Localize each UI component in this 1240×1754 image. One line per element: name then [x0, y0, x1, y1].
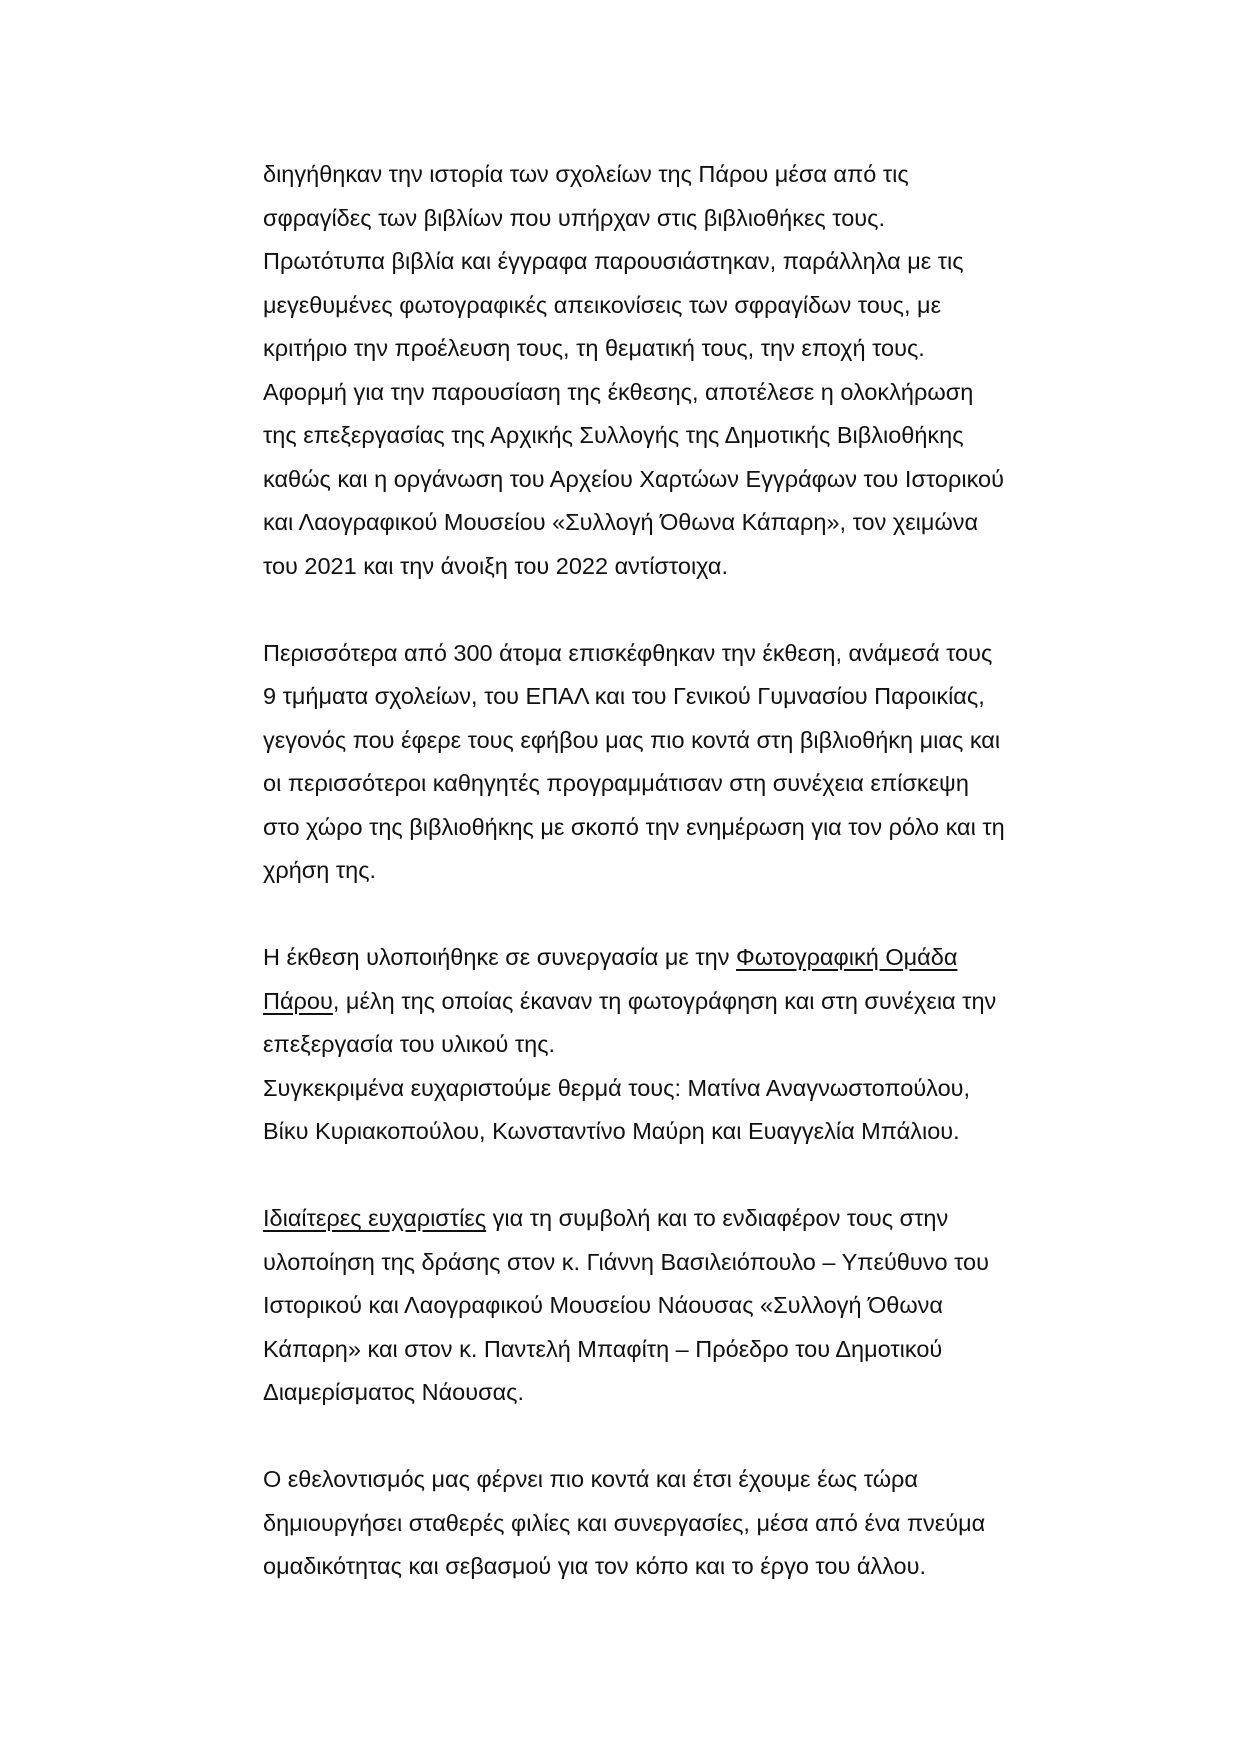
paragraph-spacer: [263, 893, 1063, 937]
text-line: Κάπαρη» και στον κ. Παντελή Μπαφίτη – Πρόεδρο του Δημοτικού: [263, 1335, 943, 1362]
photo-group-link-continued[interactable]: Πάρου: [263, 987, 333, 1014]
text-line: Διαμερίσματος Νάουσας.: [263, 1379, 525, 1405]
paragraph-special-thanks: [263, 1197, 1063, 1415]
text-fragment: Η έκθεση υλοποιήθηκε σε συνεργασία με την: [263, 944, 737, 970]
paragraph-spacer: [263, 1154, 1063, 1198]
paragraph-collaboration: [263, 936, 1063, 1154]
text-fragment: για τη συμβολή και το ενδιαφέρον τους στην: [486, 1205, 949, 1231]
paragraph-exhibition-description: [263, 153, 1063, 588]
paragraph-spacer: [263, 1415, 1063, 1459]
text-line: Βίκυ Κυριακοπούλου, Κωνσταντίνο Μαύρη και Ευαγγελία Μπάλιου.: [263, 1118, 960, 1144]
text-line: στο χώρο της βιβλιοθήκης με σκοπό την ενημέρωση για τον ρόλο και τη: [263, 813, 1005, 840]
text-line: ομαδικότητας και σεβασμού για τον κόπο και το έργο του άλλου.: [263, 1553, 927, 1579]
text-line: υλοποίηση της δράσης στον κ. Γιάννη Βασιλειόπουλο – Υπεύθυνο του: [263, 1248, 989, 1275]
text-line: [263, 980, 1063, 1024]
text-line: του 2021 και την άνοιξη του 2022 αντίστοιχα.: [263, 552, 728, 579]
text-line: Ο εθελοντισμός μας φέρνει πιο κοντά και έτσι έχουμε έως τώρα: [263, 1466, 918, 1492]
text-line: σφραγίδες των βιβλίων που υπήρχαν στις βιβλιοθήκες τους.: [263, 204, 886, 231]
text-fragment: , μέλη της οποίας έκαναν τη φωτογράφηση και στη συνέχεια την: [332, 987, 997, 1014]
paragraph-visitors: [263, 632, 1063, 893]
text-line: Συγκεκριμένα ευχαριστούμε θερμά τους: Ματίνα Αναγνωστοπούλου,: [263, 1074, 971, 1101]
paragraph-volunteering: [263, 1458, 1063, 1589]
text-line: μεγεθυμένες φωτογραφικές απεικονίσεις των σφραγίδων τους, με: [263, 291, 942, 318]
text-line: Αφορμή για την παρουσίαση της έκθεσης, αποτέλεσε η ολοκλήρωση: [263, 378, 974, 405]
text-line: της επεξεργασίας της Αρχικής Συλλογής της Δημοτικής Βιβλιοθήκης: [263, 422, 964, 448]
text-line: χρήση της.: [263, 857, 377, 883]
text-line: καθώς και η οργάνωση του Αρχείου Χαρτώων Εγγράφων του Ιστορικού: [263, 465, 1004, 492]
text-line: Πρωτότυπα βιβλία και έγγραφα παρουσιάστηκαν, παράλληλα με τις: [263, 248, 964, 274]
text-line: διηγήθηκαν την ιστορία των σχολείων της Πάρου μέσα από τις: [263, 161, 909, 187]
text-line: Ιστορικού και Λαογραφικού Μουσείου Νάουσας «Συλλογή Όθωνα: [263, 1292, 944, 1318]
special-thanks-link[interactable]: Ιδιαίτερες ευχαριστίες: [263, 1205, 487, 1231]
document-body: [263, 153, 1063, 1589]
text-line: 9 τμήματα σχολείων, του ΕΠΑΛ και του Γενικού Γυμνασίου Παροικίας,: [263, 683, 985, 709]
text-line: [263, 1197, 1063, 1241]
text-line: [263, 936, 1063, 980]
photo-group-link[interactable]: Φωτογραφική Ομάδα: [736, 944, 958, 970]
text-line: και Λαογραφικού Μουσείου «Συλλογή Όθωνα Κάπαρη», τον χειμώνα: [263, 509, 979, 535]
paragraph-spacer: [263, 588, 1063, 632]
text-line: δημιουργήσει σταθερές φιλίες και συνεργασίες, μέσα από ένα πνεύμα: [263, 1509, 986, 1536]
text-line: οι περισσότεροι καθηγητές προγραμμάτισαν στη συνέχεια επίσκεψη: [263, 770, 969, 796]
text-line: κριτήριο την προέλευση τους, τη θεματική τους, την εποχή τους.: [263, 335, 925, 361]
text-line: επεξεργασία του υλικού της.: [263, 1031, 556, 1057]
text-line: Περισσότερα από 300 άτομα επισκέφθηκαν την έκθεση, ανάμεσά τους: [263, 639, 993, 666]
text-line: γεγονός που έφερε τους εφήβου μας πιο κοντά στη βιβλιοθήκη μιας και: [263, 726, 1001, 753]
